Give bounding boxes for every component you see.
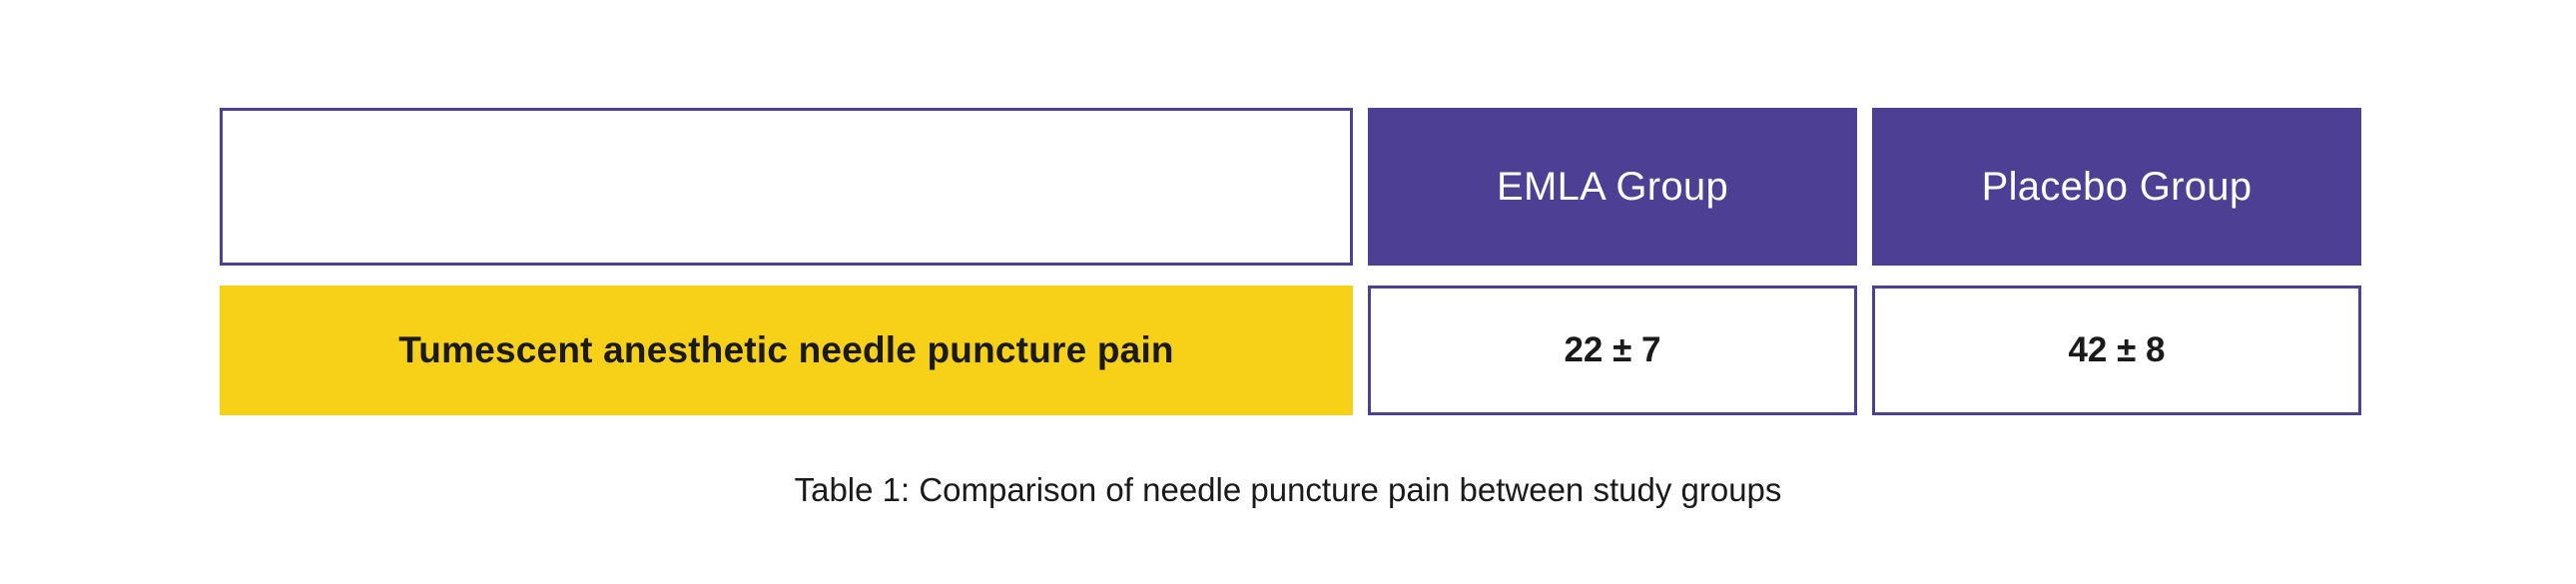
- column-gap: [1857, 286, 1872, 415]
- column-gap: [1353, 108, 1368, 266]
- column-gap: [1857, 108, 1872, 266]
- table-header-blank-cell: [220, 108, 1353, 266]
- table-caption: Table 1: Comparison of needle puncture pain between study groups: [794, 471, 1782, 508]
- table-header-row: [220, 108, 2366, 266]
- table-row-label: Tumescent anesthetic needle puncture pain: [220, 286, 1353, 415]
- table-header-placebo-group: Placebo Group: [1872, 108, 2361, 266]
- column-gap: [1353, 286, 1368, 415]
- table-row: [220, 286, 2366, 415]
- table-cell-emla-value: 22 ± 7: [1368, 286, 1857, 415]
- table-header-emla-group: EMLA Group: [1368, 108, 1857, 266]
- table-cell-placebo-value: 42 ± 8: [1872, 286, 2361, 415]
- comparison-table: [220, 108, 2366, 415]
